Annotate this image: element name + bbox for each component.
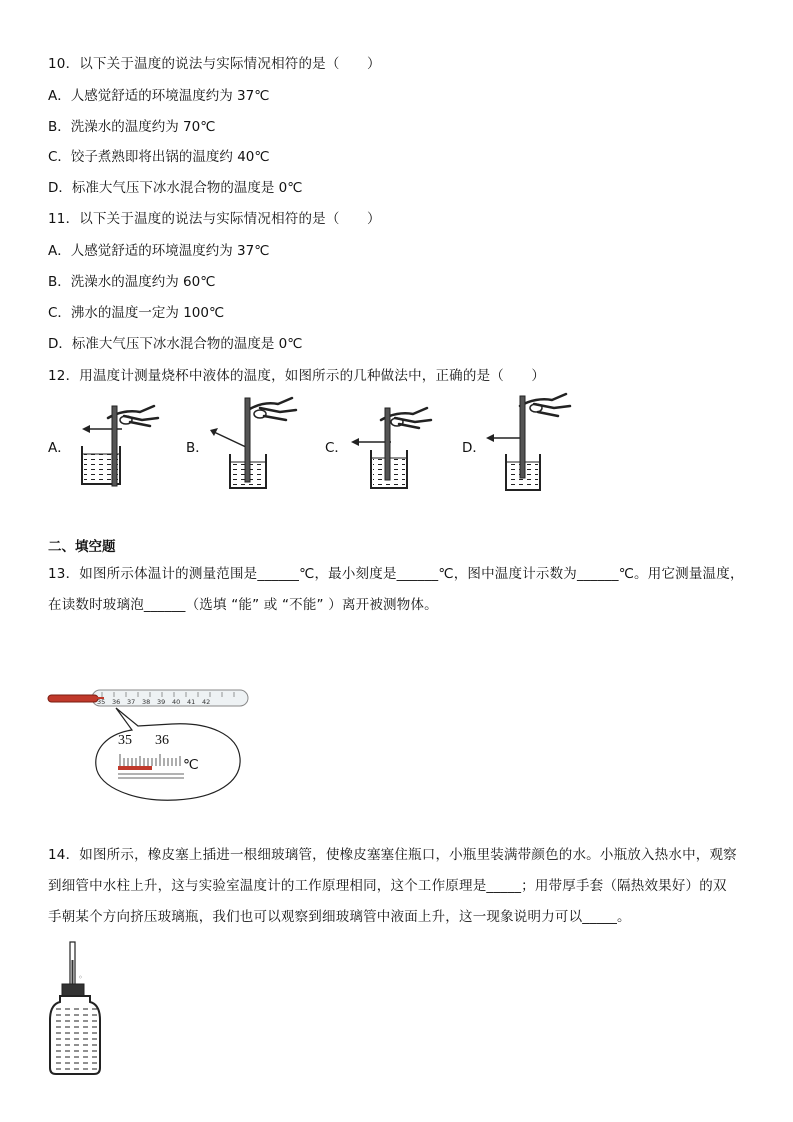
q11-option-b: B．洗澡水的温度约为 60℃ [48, 274, 216, 290]
zoom-number-35: 35 [118, 733, 132, 748]
q11-option-d: D．标准大气压下冰水混合物的温度是 0℃ [48, 336, 303, 352]
q10-option-a: A．人感觉舒适的环境温度约为 37℃ [48, 88, 270, 104]
q11-stem: 11．以下关于温度的说法与实际情况相符的是（ ） [48, 211, 381, 227]
q12-figure-a [74, 392, 164, 490]
clinical-thermometer-figure [46, 686, 256, 806]
q10-option-c: C．饺子煮熟即将出锅的温度约 40℃ [48, 149, 270, 165]
scale-number: 37 [127, 698, 136, 706]
scale-number: 42 [202, 698, 211, 706]
q13-line-2: 在读数时玻璃泡______（选填 “能” 或 “不能” ）离开被测物体。 [48, 597, 438, 613]
scale-number: 38 [142, 698, 151, 706]
scale-number: 41 [187, 698, 196, 706]
scale-number: 35 [97, 698, 106, 706]
bottle-figure [46, 940, 116, 1076]
q12-stem: 12．用温度计测量烧杯中液体的温度，如图所示的几种做法中，正确的是（ ） [48, 368, 546, 384]
q11-option-a: A．人感觉舒适的环境温度约为 37℃ [48, 243, 270, 259]
scale-number: 40 [172, 698, 181, 706]
q12-figure-c [345, 392, 445, 492]
q12-figure-label-a: A． [48, 440, 71, 456]
zoom-number-36: 36 [155, 733, 169, 748]
q14-line-3: 手朝某个方向挤压玻璃瓶，我们也可以观察到细玻璃管中液面上升，这一现象说明力可以_____。 [48, 909, 631, 925]
q12-figure-d [478, 392, 578, 492]
q14-line-2: 到细管中水柱上升，这与实验室温度计的工作原理相同，这个工作原理是_____；用带厚手套（隔热效果好）的双 [48, 878, 727, 894]
svg-text:◦: ◦ [78, 973, 83, 982]
section-title: 二、填空题 [48, 539, 116, 555]
zoom-unit: ℃ [183, 758, 199, 773]
scale-number: 39 [157, 698, 166, 706]
scale-number: 36 [112, 698, 121, 706]
q12-figure-label-d: D． [462, 440, 486, 456]
q10-option-d: D．标准大气压下冰水混合物的温度是 0℃ [48, 180, 303, 196]
q12-figure-label-b: B． [186, 440, 209, 456]
q12-figure-b [200, 392, 300, 492]
q10-option-b: B．洗澡水的温度约为 70℃ [48, 119, 216, 135]
q14-line-1: 14．如图所示，橡皮塞上插进一根细玻璃管，使橡皮塞塞住瓶口，小瓶里装满带颜色的水。小瓶放入热水中，观察 [48, 847, 737, 863]
q12-figure-label-c: C． [325, 440, 348, 456]
q13-line-1: 13．如图所示体温计的测量范围是______℃，最小刻度是______℃，图中温度计示数为______℃。用它测量温度， [48, 566, 744, 582]
q11-option-c: C．沸水的温度一定为 100℃ [48, 305, 225, 321]
q10-stem: 10．以下关于温度的说法与实际情况相符的是（ ） [48, 56, 381, 72]
